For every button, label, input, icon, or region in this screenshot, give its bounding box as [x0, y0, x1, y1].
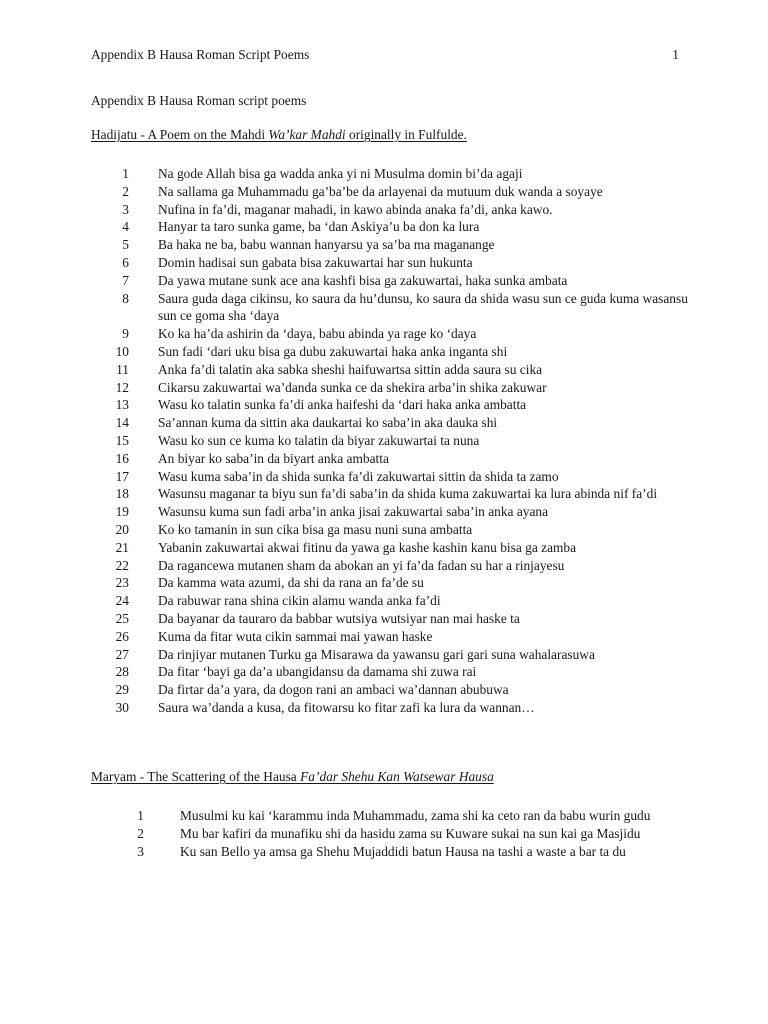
section-heading-plain: Maryam - The Scattering of the Hausa: [91, 769, 301, 784]
line-number: 6: [122, 254, 129, 270]
line-number: 12: [115, 379, 129, 395]
line-number: 30: [115, 699, 129, 715]
poem-line: [0, 414, 768, 432]
section-heading-maryam: [91, 769, 494, 785]
page-header: [91, 47, 679, 65]
line-text: Yabanin zakuwartai akwai fitinu da yawa ga kashe kashin kanu bisa ga zamba: [158, 539, 577, 555]
poem-line: [0, 450, 768, 468]
line-number: 8: [122, 290, 129, 306]
poem-line: [0, 503, 768, 521]
line-number: 1: [122, 166, 129, 181]
line-text: Ko ko tamanin in sun cika bisa ga masu nuni suna ambatta: [158, 521, 473, 537]
section-heading-tail: originally in Fulfulde.: [345, 127, 467, 142]
line-text: Da bayanar da tauraro da babbar wutsiya wutsiyar nan mai haske ta: [158, 610, 520, 626]
line-number: 10: [115, 343, 129, 359]
poem-line: [0, 557, 768, 575]
poem-line: [0, 361, 768, 379]
section-heading-hadijatu: [91, 127, 467, 143]
line-number: 2: [137, 825, 144, 841]
line-number: 3: [122, 201, 129, 217]
line-text: Saura wa’danda a kusa, da fitowarsu ko fitar zafi ka lura da wannan…: [158, 699, 535, 715]
line-text: Saura guda daga cikinsu, ko saura da hu’dunsu, ko saura da shida wasu sun ce guda kuma wasansu sun ce goma sha ‘daya: [158, 290, 688, 324]
section-heading-plain: Hadijatu - A Poem on the Mahdi: [91, 127, 269, 142]
poem-line: [0, 825, 768, 843]
line-number: 29: [115, 682, 129, 698]
line-text: Wasunsu kuma sun fadi arba’in anka jisai zakuwartai saba’in anka ayana: [158, 504, 549, 520]
line-text: Da firtar da’a yara, da dogon rani an ambaci wa’dannan abubuwa: [158, 682, 509, 698]
poem-line: [0, 843, 768, 861]
line-text: Hanyar ta taro sunka game, ba ‘dan Askiya’u ba don ka lura: [158, 219, 480, 235]
line-number: 5: [122, 237, 129, 253]
section-heading-italic: Fa’dar Shehu Kan Watsewar Hausa: [300, 769, 494, 784]
line-number: 15: [115, 432, 129, 448]
line-text: Da kamma wata azumi, da shi da rana an fa’de su: [158, 575, 424, 591]
line-number: 2: [122, 183, 129, 199]
line-number: 21: [115, 539, 129, 555]
poem-lines-maryam: [0, 807, 768, 860]
line-text: Wasu kuma saba’in da shida sunka fa’di zakuwartai sittin da shida ta zamo: [158, 468, 559, 484]
poem-line: [0, 432, 768, 450]
poem-line: [0, 663, 768, 681]
line-number: 28: [115, 664, 129, 680]
line-text: Na gode Allah bisa ga wadda anka yi ni Musulma domin bi’da agaji: [158, 166, 523, 181]
document-title: Appendix B Hausa Roman script poems: [91, 93, 307, 108]
line-text: Nufina in fa’di, maganar mahadi, in kawo abinda anaka fa’di, anka kawo.: [158, 201, 553, 217]
line-number: 22: [115, 557, 129, 573]
line-text: Domin hadisai sun gabata bisa zakuwartai har sun hukunta: [158, 254, 473, 270]
poem-line: [0, 254, 768, 272]
line-text: Ku san Bello ya amsa ga Shehu Mujaddidi batun Hausa na tashi a waste a bar ta du: [180, 843, 626, 859]
section-heading-italic: Wa’kar Mahdi: [268, 127, 346, 142]
line-text: Wasu ko sun ce kuma ko talatin da biyar zakuwartai ta nuna: [158, 432, 480, 448]
poem-line: [0, 468, 768, 486]
poem-line: [0, 379, 768, 397]
line-number: 23: [115, 575, 129, 591]
poem-line: [0, 521, 768, 539]
line-number: 9: [122, 326, 129, 342]
line-number: 20: [115, 521, 129, 537]
line-text: Da rabuwar rana shina cikin alamu wanda anka fa’di: [158, 593, 441, 609]
poem-line: [0, 325, 768, 343]
poem-line: [0, 183, 768, 201]
line-number: 24: [115, 593, 129, 609]
poem-lines-hadijatu: [0, 165, 768, 717]
line-number: 3: [137, 843, 144, 859]
poem-line: [0, 396, 768, 414]
line-number: 1: [137, 808, 144, 823]
line-text: Da fitar ‘bayi ga da’a ubangidansu da damama shi zuwa rai: [158, 664, 477, 680]
line-text: Ba haka ne ba, babu wannan hanyarsu ya sa’ba ma maganange: [158, 237, 495, 253]
poem-line: [0, 485, 768, 503]
poem-line: [0, 201, 768, 219]
line-number: 27: [115, 646, 129, 662]
poem-line: [0, 807, 768, 825]
line-text: Sun fadi ‘dari uku bisa ga dubu zakuwartai haka anka inganta shi: [158, 343, 508, 359]
poem-line: [0, 236, 768, 254]
line-text: Da ragancewa mutanen sham da abokan an yi fa’da fadan su har a rinjayesu: [158, 557, 565, 573]
poem-line: [0, 628, 768, 646]
poem-line: [0, 165, 768, 183]
poem-line: [0, 343, 768, 361]
line-text: Da rinjiyar mutanen Turku ga Misarawa da yawansu gari gari suna wahalarasuwa: [158, 646, 595, 662]
line-text: Kuma da fitar wuta cikin sammai mai yawan haske: [158, 628, 433, 644]
line-text: Mu bar kafiri da munafiku shi da hasidu zama su Kuware sukai na sun kai ga Masjidu: [180, 825, 641, 841]
line-number: 18: [115, 486, 129, 502]
line-number: 26: [115, 628, 129, 644]
running-header-title: Appendix B Hausa Roman Script Poems: [91, 47, 310, 62]
poem-line: [0, 539, 768, 557]
poem-line: [0, 699, 768, 717]
line-number: 7: [122, 272, 129, 288]
poem-line: [0, 646, 768, 664]
line-text: Musulmi ku kai ‘karammu inda Muhammadu, zama shi ka ceto ran da babu wurin gudu: [180, 808, 651, 823]
poem-line: [0, 610, 768, 628]
line-text: Ko ka ha’da ashirin da ‘daya, babu abinda ya rage ko ‘daya: [158, 326, 477, 342]
line-number: 4: [122, 219, 129, 235]
line-text: An biyar ko saba’in da biyart anka ambatta: [158, 450, 389, 466]
poem-line: [0, 592, 768, 610]
line-text: Na sallama ga Muhammadu ga’ba’be da arlayenai da mutuum duk wanda a soyaye: [158, 183, 603, 199]
page-number: 1: [672, 47, 679, 62]
line-number: 11: [116, 361, 129, 377]
line-number: 25: [115, 610, 129, 626]
line-number: 13: [115, 397, 129, 413]
line-number: 16: [115, 450, 129, 466]
poem-line: [0, 218, 768, 236]
line-text: Wasunsu maganar ta biyu sun fa’di saba’in da shida kuma zakuwartai ka lura abinda nif fa’di: [158, 486, 658, 502]
line-text: Da yawa mutane sunk ace ana kashfi bisa ga zakuwartai, haka sunka ambata: [158, 272, 568, 288]
poem-line: [0, 290, 768, 326]
line-text: Wasu ko talatin sunka fa’di anka haifeshi da ‘dari haka anka ambatta: [158, 397, 527, 413]
line-text: Anka fa’di talatin aka sabka sheshi haifuwartsa sittin adda saura su cika: [158, 361, 543, 377]
line-number: 17: [115, 468, 129, 484]
poem-line: [0, 681, 768, 699]
poem-line: [0, 574, 768, 592]
poem-line: [0, 272, 768, 290]
line-text: Cikarsu zakuwartai wa’danda sunka ce da shekira arba’in shika zakuwar: [158, 379, 547, 395]
line-number: 14: [115, 415, 129, 431]
line-text: Sa’annan kuma da sittin aka daukartai ko saba’in aka dauka shi: [158, 415, 498, 431]
line-number: 19: [115, 504, 129, 520]
